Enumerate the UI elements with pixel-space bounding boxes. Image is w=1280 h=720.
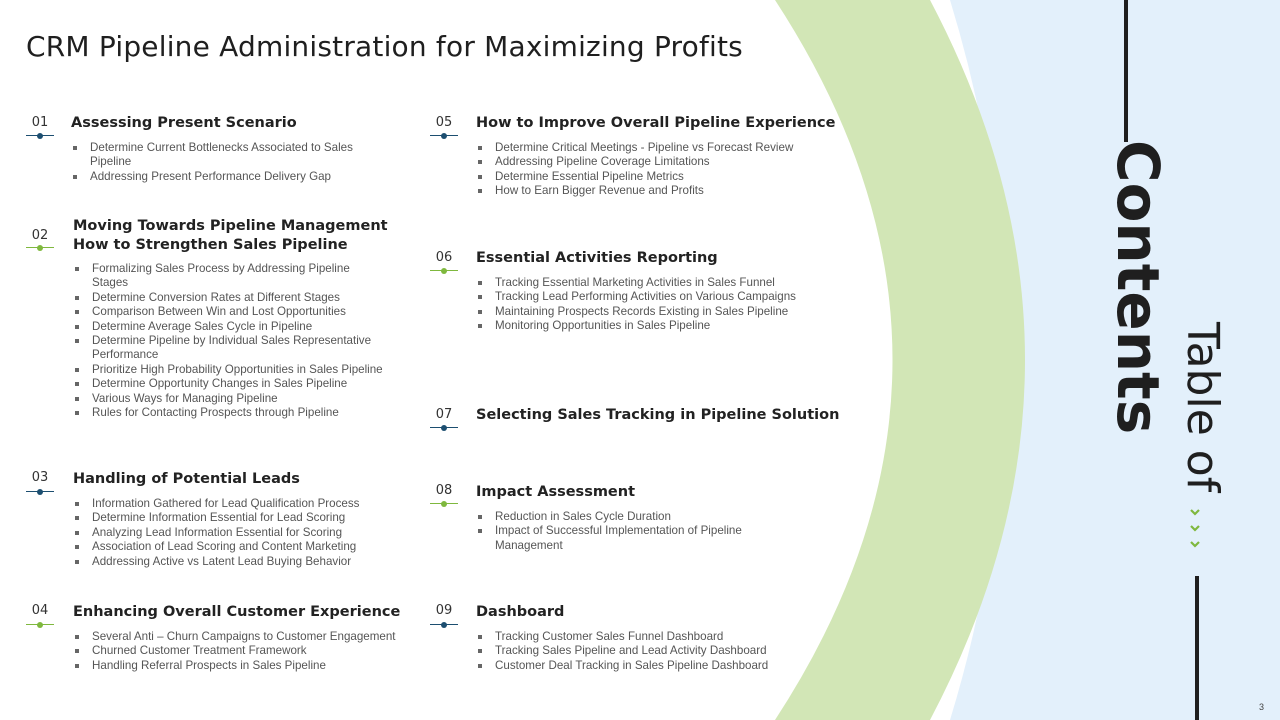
list-item: Addressing Active vs Latent Lead Buying Behavior [74,555,394,569]
chevron-down-icon [1189,524,1201,532]
section-items [477,510,777,553]
section-heading: Dashboard [476,604,565,620]
list-item: Determine Average Sales Cycle in Pipeline [74,320,384,334]
list-item: Analyzing Lead Information Essential for Scoring [74,526,394,540]
section-number: 02 [31,228,49,243]
section-marker [26,245,54,251]
list-item: Rules for Contacting Prospects through Pipeline [74,406,384,420]
list-item: Prioritize High Probability Opportunities in Sales Pipeline [74,363,384,377]
list-item: Information Gathered for Lead Qualification Process [74,497,394,511]
chevron-down-icon [1189,540,1201,548]
list-item: Determine Pipeline by Individual Sales Representative Performance [74,334,384,363]
list-item: Customer Deal Tracking in Sales Pipeline Dashboard [477,659,797,673]
section-marker [430,268,458,274]
list-item: How to Earn Bigger Revenue and Profits [477,184,817,198]
section-number: 01 [31,115,49,130]
section-marker [430,622,458,628]
section-heading: Moving Towards Pipeline Management How to Strengthen Sales Pipeline [73,218,388,253]
page-title: CRM Pipeline Administration for Maximizing Profits [26,30,743,63]
section-marker [430,133,458,139]
section-heading: Handling of Potential Leads [73,471,300,487]
section-items [74,630,414,673]
section-heading: How to Improve Overall Pipeline Experience [476,115,836,131]
list-item: Churned Customer Treatment Framework [74,644,414,658]
list-item: Association of Lead Scoring and Content Marketing [74,540,394,554]
section-heading: Assessing Present Scenario [71,115,297,131]
list-item: Reduction in Sales Cycle Duration [477,510,777,524]
section-number: 09 [435,603,453,618]
side-title-contents: Contents [1104,140,1172,435]
section-items [477,276,797,334]
section-number: 03 [31,470,49,485]
list-item: Various Ways for Managing Pipeline [74,392,384,406]
section-heading: Enhancing Overall Customer Experience [73,604,401,620]
list-item: Handling Referral Prospects in Sales Pipeline [74,659,414,673]
list-item: Addressing Present Performance Delivery Gap [72,170,382,184]
section-items [477,141,817,199]
section-items [74,262,384,420]
list-item: Several Anti – Churn Campaigns to Customer Engagement [74,630,414,644]
chevron-down-icon [1189,508,1201,516]
list-item: Addressing Pipeline Coverage Limitations [477,155,817,169]
section-heading: Essential Activities Reporting [476,250,718,266]
list-item: Determine Conversion Rates at Different Stages [74,291,384,305]
vertical-rule-top [1124,0,1128,142]
section-number: 05 [435,115,453,130]
list-item: Impact of Successful Implementation of Pipeline Management [477,524,777,553]
section-number: 07 [435,407,453,422]
section-number: 08 [435,483,453,498]
vertical-rule-bottom [1195,576,1199,720]
section-marker [430,425,458,431]
list-item: Determine Information Essential for Lead Scoring [74,511,394,525]
section-heading: Impact Assessment [476,484,636,500]
list-item: Tracking Essential Marketing Activities in Sales Funnel [477,276,797,290]
section-number: 06 [435,250,453,265]
list-item: Determine Opportunity Changes in Sales Pipeline [74,377,384,391]
section-items [477,630,797,673]
list-item: Tracking Sales Pipeline and Lead Activity Dashboard [477,644,797,658]
section-number: 04 [31,603,49,618]
section-marker [430,501,458,507]
section-marker [26,622,54,628]
section-heading: Selecting Sales Tracking in Pipeline Solution [476,407,840,423]
section-items [74,497,394,569]
list-item: Maintaining Prospects Records Existing in Sales Pipeline [477,305,797,319]
list-item: Determine Critical Meetings - Pipeline vs Forecast Review [477,141,817,155]
list-item: Monitoring Opportunities in Sales Pipeline [477,319,797,333]
list-item: Tracking Customer Sales Funnel Dashboard [477,630,797,644]
list-item: Determine Current Bottlenecks Associated to Sales Pipeline [72,141,382,170]
list-item: Tracking Lead Performing Activities on Various Campaigns [477,290,797,304]
list-item: Formalizing Sales Process by Addressing Pipeline Stages [74,262,384,291]
section-marker [26,489,54,495]
list-item: Determine Essential Pipeline Metrics [477,170,817,184]
page-number: 3 [1258,702,1264,712]
section-items [72,141,382,184]
section-marker [26,133,54,139]
side-title-table-of: Table of [1177,322,1228,493]
list-item: Comparison Between Win and Lost Opportunities [74,305,384,319]
